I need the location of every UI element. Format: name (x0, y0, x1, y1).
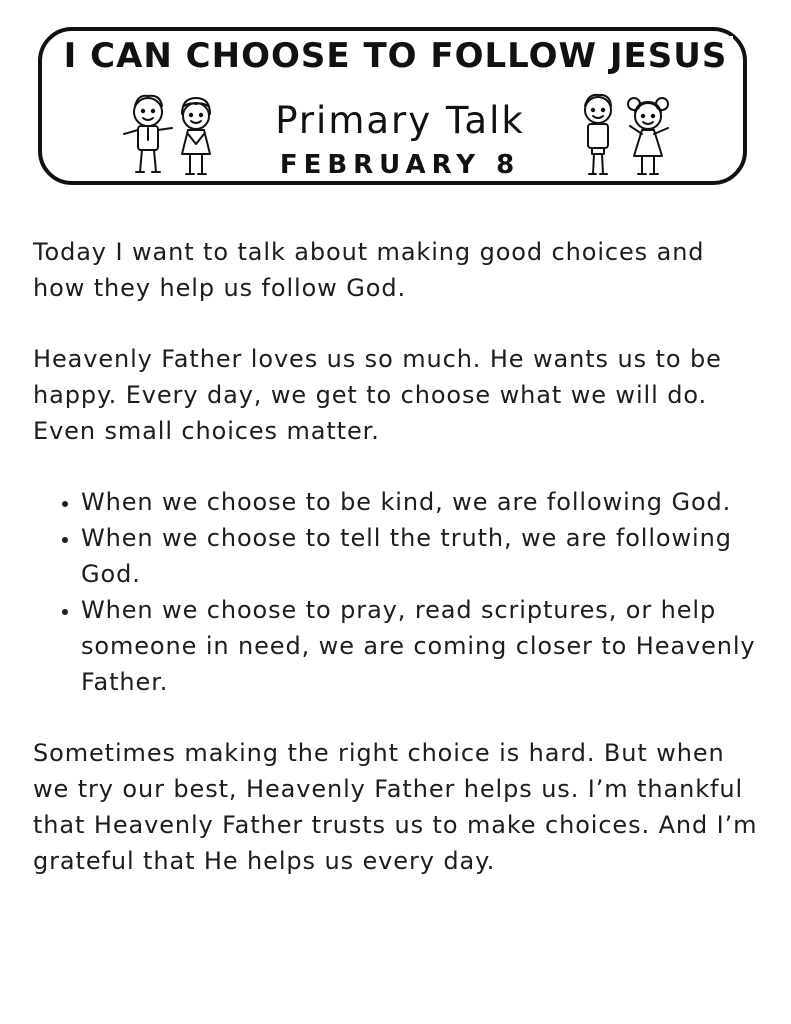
paragraph: Today I want to talk about making good choices and how they help us follow God. (33, 238, 705, 302)
talk-body (33, 234, 763, 914)
list-item: • When we choose to tell the truth, we are following God. (81, 520, 763, 592)
paragraph: Heavenly Father loves us so much. He wants us to be happy. Every day, we get to choose what we will do. Even small choices matter. (33, 345, 722, 445)
page-title (0, 34, 791, 78)
date-label: FEBRUARY 8 (279, 150, 521, 180)
list-item: • When we choose to be kind, we are following God. (81, 484, 763, 520)
list-item: • When we choose to pray, read scriptures, or help someone in need, we are coming closer to Heavenly Father. (81, 592, 763, 700)
page-title-text: I CAN CHOOSE TO FOLLOW JESUS (58, 36, 734, 76)
choices-list (33, 484, 763, 700)
closing-paragraph: Sometimes making the right choice is hard. But when we try our best, Heavenly Father helps us. I’m thankful that Heavenly Father trusts us to make choices. And I’m grateful that He helps us every day. (33, 739, 758, 875)
subtitle: Primary Talk (275, 99, 525, 142)
